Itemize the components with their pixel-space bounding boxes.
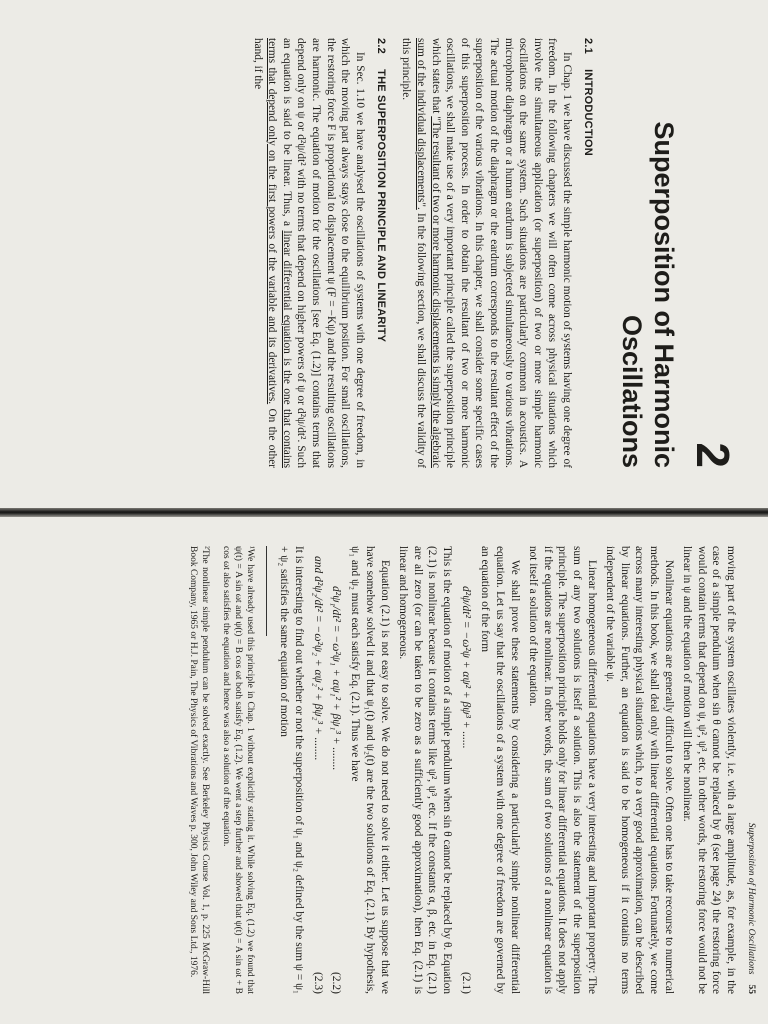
linear-equation-definition: linear differential equation is the one that contains terms that depend only on the first powers of the variable and its derivatives. bbox=[266, 38, 293, 469]
section-heading-introduction bbox=[582, 38, 594, 468]
superposition-text: In Sec. 1.10 we have analysed the oscillations of systems with one degree of freedom, in which the moving part always stays close to the equilibrium position. For small oscillations, the restoring force F is proportional to displacement ψ (F = −Kψ) and the resulting oscillations are harmonic. The equation of motion for the oscillations [see Eq. (1.2)] contains terms that depend only on ψ or d²ψ/dt² with no terms that depend on higher powers of ψ or d²ψ/dt². Such an equation is said to be linear. Thus, a bbox=[280, 38, 366, 468]
superposition-principle-quote: "The resultant of two or more harmonic displacements is simply the algebraic sum of the individual displacements". bbox=[415, 38, 442, 469]
paragraph-5: This is the equation of motion of a simple pendulum when sin θ cannot be replaced by θ. Equation (2.1) is nonlinear because it contains terms like ψ², ψ³, etc. If the constants α, β, etc. in Eq. (2.1) are all zero (or can be taken to be zero as a sufficiently good approximation), then Eq. (2.1) is linear and homogeneous. bbox=[397, 546, 453, 994]
section-title: THE SUPERPOSITION PRINCIPLE AND LINEARITY bbox=[374, 69, 387, 343]
running-head-title: Superposition of Harmonic Oscillations bbox=[746, 822, 756, 975]
page-number: 55 bbox=[746, 984, 756, 994]
section-heading-superposition bbox=[375, 38, 387, 468]
equation-text: d²ψ/dt² = −ω²ψ + αψ² + βψ³ + ...... bbox=[459, 586, 472, 749]
equation-number: (2.3) bbox=[311, 971, 324, 994]
introduction-closing: In the following section, we shall discuss the validity of this principle. bbox=[400, 38, 428, 468]
right-page bbox=[20, 524, 760, 1024]
equation-2-1 bbox=[460, 586, 472, 994]
equation-number: (2.2) bbox=[329, 971, 342, 994]
superposition-tail: On the other hand, if the bbox=[251, 38, 279, 469]
equation-2-2 bbox=[330, 586, 342, 994]
paragraph-6: Equation (2.1) is not easy to solve. We do not need to solve it either. Let us suppose that we have somehow solved it and that ψ₁(t) and ψ₂(t) are the two solutions of Eq. (2.1). By hypothesis, ψ₁ and ψ₂ must each satisfy Eq. (2.1). Thus we have bbox=[349, 546, 391, 994]
footnote-divider bbox=[266, 546, 267, 636]
equation-text: d²ψ₁/dt² = −ω²ψ₁ + αψ₁² + βψ₁³ + ........ bbox=[329, 586, 342, 771]
chapter-title: Superposition of Harmonic Oscillations bbox=[617, 121, 679, 468]
paragraph-2: Nonlinear equations are generally difficult to solve. Often one has to take recourse to numerical methods. In this book, we shall deal only with linear differential equations. Fortunately, we come across many interesting physical situations which, to a very good approximation, can be described by linear equations. Further, an equation is said to be homogeneous if it contains no terms independent of the variable ψ. bbox=[604, 546, 675, 994]
paragraph-4: We shall prove these statements by considering a particularly simple nonlinear differential equation. Let us say that the oscillations of a system with one degree of freedom are governed by an equation of the form bbox=[479, 546, 521, 994]
left-page bbox=[24, 8, 744, 508]
section-number: 2.1 bbox=[582, 38, 594, 54]
paragraph-1: moving part of the system oscillates violently, i.e. with a large amplitude, as, for example, in the case of a simple pendulum when sin θ cannot be replaced by θ (see page 24) the restoring force would contain terms that depend on ψ, ψ², ψ³, etc. In other words, the restoring force would not be linear in ψ and the equation of motion will then be nonlinear. bbox=[681, 546, 737, 994]
paragraph-3: Linear homogeneous differential equations have a very interesting and important property: The sum of any two solutions is itself a solution. This is also the statement of the superposition principle. The superposition principle holds only for linear differential equations. It does not apply if the equations are nonlinear. In other words, the sum of two solutions of a nonlinear equation is not itself a solution of the equation. bbox=[527, 546, 598, 994]
footnote-1: ¹We have already used this principle in Chap. 1 without explicitly stating it. While solving Eq. (1.2) we found that ψ(t) = A sin ωt and ψ(t) = B cos ωt both satisfy Eq. (1.2). We went a step further and showed that ψ(t) = A sin ωt + B cos ωt also satisfies the equation and hence was also a solution of the equation. bbox=[221, 546, 256, 994]
chapter-number: 2 bbox=[687, 442, 739, 468]
footnote-2: ²The nonlinear simple pendulum can be solved exactly. See Berkeley Physics Course Vol. 1, p. 225 McGraw-Hill Book Company, 1965 or H.J. Pain, The Physics of Vibrations and Waves p. 300, John Wiley and Sons Ltd., 1976. bbox=[187, 546, 210, 994]
book-gutter bbox=[0, 508, 768, 517]
equation-number: (2.1) bbox=[459, 971, 472, 994]
introduction-text: In Chap. 1 we have discussed the simple harmonic motion of systems having one degree of freedom. In the following chapters we will often come across physical situations which involve the simultaneous application (or superposition) of two or more simple harmonic oscillations on the same system. Such situations are particularly common in acoustics. A microphone diaphragm or a human eardrum is subjected simultaneously to various vibrations. The actual motion of the diaphragm or the eardrum corresponds to the resultant effect of the superposition of the various vibrations. In this chapter, we shall consider some specific cases of this superposition process. In order to obtain the resultant of two or more harmonic oscillations, we shall make use of a very important principle called the superposition principle which states that bbox=[429, 38, 573, 468]
superposition-paragraph bbox=[250, 38, 367, 468]
introduction-paragraph bbox=[399, 38, 574, 468]
section-title: INTRODUCTION bbox=[582, 69, 594, 156]
section-number: 2.2 bbox=[374, 38, 387, 54]
equation-text: and d²ψ₂/dt² = −ω²ψ₂ + αψ₂² + βψ₂³ + ........ bbox=[311, 556, 324, 761]
running-head bbox=[746, 546, 756, 994]
paragraph-7: It is interesting to find out whether or not the superposition of ψ₁ and ψ₂ defined by the sum ψ = ψ₁ + ψ₂ satisfies the same equation of motion bbox=[278, 546, 305, 994]
equation-2-3 bbox=[312, 556, 324, 994]
